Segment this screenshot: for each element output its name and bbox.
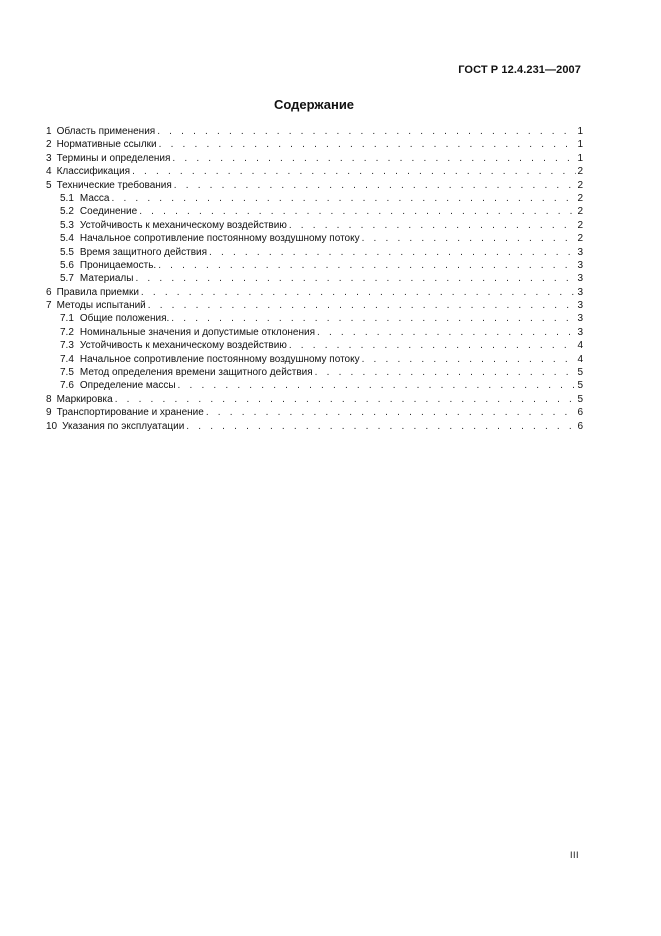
page-number: III [569, 850, 579, 860]
toc-entry[interactable] [46, 138, 583, 151]
toc-dot-leader [174, 179, 577, 192]
toc-entry[interactable] [46, 299, 583, 312]
toc-dot-leader [289, 339, 577, 352]
toc-entry-number: 9 [46, 407, 52, 419]
page-title: Содержание [273, 97, 355, 112]
toc-entry[interactable] [46, 353, 583, 366]
toc-entry-title: Общие положения. [79, 313, 170, 325]
toc-entry-page: 3 [577, 286, 583, 298]
toc-entry-number: 5.5 [60, 246, 74, 258]
toc-entry-page: 1 [577, 126, 583, 137]
toc-entry-page: 2 [577, 206, 583, 218]
toc-entry-number: 7.5 [60, 367, 74, 379]
toc-entry-page: 4 [577, 340, 583, 352]
toc-entry[interactable] [46, 125, 583, 138]
toc-entry-title: Транспортирование и хранение [56, 407, 204, 419]
toc-entry-number: 7.3 [60, 340, 74, 352]
toc-entry-page: 3 [577, 246, 583, 258]
toc-entry-title: Устойчивость к механическому воздействию [79, 340, 287, 352]
table-of-contents [46, 125, 583, 433]
toc-entry-title: Определение массы [79, 380, 176, 392]
toc-entry-number: 8 [46, 393, 52, 405]
toc-entry-title: Проницаемость. [79, 259, 157, 271]
toc-entry-page: 2 [577, 166, 583, 178]
toc-entry-number: 5.2 [60, 206, 74, 218]
document-code: ГОСТ Р 12.4.231—2007 [458, 64, 581, 76]
toc-entry-page: 5 [577, 393, 583, 405]
toc-entry-number: 5.1 [60, 192, 74, 204]
toc-entry-page: 5 [577, 367, 583, 379]
toc-entry-number: 2 [46, 139, 52, 151]
toc-entry-page: 2 [577, 233, 583, 245]
toc-entry-number: 7.6 [60, 380, 74, 392]
toc-dot-leader [158, 259, 576, 272]
toc-dot-leader [172, 152, 576, 165]
toc-entry-page: 3 [577, 273, 583, 285]
toc-entry[interactable] [46, 366, 583, 379]
toc-entry[interactable] [46, 420, 583, 433]
toc-entry[interactable] [46, 192, 583, 205]
toc-entry[interactable] [46, 205, 583, 218]
toc-entry-page: 3 [577, 259, 583, 271]
toc-entry[interactable] [46, 179, 583, 192]
toc-entry[interactable] [46, 165, 583, 178]
toc-entry-page: 4 [577, 353, 583, 365]
toc-entry-number: 7.4 [60, 353, 74, 365]
toc-entry[interactable] [46, 286, 583, 299]
toc-entry-title: Метод определения времени защитного действия [79, 367, 313, 379]
toc-dot-leader [157, 125, 576, 138]
toc-entry-number: 10 [46, 420, 58, 432]
toc-entry-title: Время защитного действия [79, 246, 208, 258]
toc-entry-page: 5 [577, 380, 583, 392]
toc-dot-leader [289, 219, 577, 232]
toc-entry-number: 5 [46, 179, 52, 191]
toc-entry-page: 1 [577, 152, 583, 164]
toc-dot-leader [206, 406, 577, 419]
toc-entry-title: Номинальные значения и допустимые отклонения [79, 326, 316, 338]
toc-dot-leader [178, 379, 577, 392]
toc-entry-title: Маркировка [56, 393, 113, 405]
toc-entry-title: Соединение [79, 206, 138, 218]
toc-entry-page: 6 [577, 420, 583, 432]
toc-entry[interactable] [46, 326, 583, 339]
toc-dot-leader [132, 165, 576, 178]
toc-entry[interactable] [46, 246, 583, 259]
toc-dot-leader [139, 205, 576, 218]
toc-entry[interactable] [46, 219, 583, 232]
toc-entry-number: 7 [46, 300, 52, 312]
toc-entry-page: 2 [577, 192, 583, 204]
toc-dot-leader [315, 366, 577, 379]
toc-dot-leader [148, 299, 577, 312]
toc-entry-number: 5.4 [60, 233, 74, 245]
toc-entry[interactable] [46, 379, 583, 392]
toc-dot-leader [209, 246, 576, 259]
toc-entry-page: 6 [577, 407, 583, 419]
toc-entry-page: 3 [577, 313, 583, 325]
toc-entry-number: 4 [46, 166, 52, 178]
toc-entry-title: Материалы [79, 273, 134, 285]
toc-entry-number: 7.2 [60, 326, 74, 338]
toc-entry[interactable] [46, 406, 583, 419]
toc-entry-title: Методы испытаний [56, 300, 146, 312]
toc-entry[interactable] [46, 393, 583, 406]
toc-entry-title: Область применения [56, 126, 156, 137]
toc-entry-number: 5.3 [60, 219, 74, 231]
toc-dot-leader [111, 192, 576, 205]
toc-entry-title: Правила приемки [56, 286, 139, 298]
toc-entry-title: Классификация [56, 166, 131, 178]
toc-entry-number: 7.1 [60, 313, 74, 325]
toc-dot-leader [135, 272, 576, 285]
toc-entry-page: 3 [577, 300, 583, 312]
toc-entry-page: 2 [577, 179, 583, 191]
toc-entry-title: Термины и определения [56, 152, 171, 164]
toc-entry[interactable] [46, 232, 583, 245]
toc-entry-title: Начальное сопротивление постоянному воздушному потоку [79, 353, 360, 365]
toc-entry-number: 5.6 [60, 259, 74, 271]
toc-entry-number: 5.7 [60, 273, 74, 285]
toc-dot-leader [362, 353, 577, 366]
toc-entry-title: Технические требования [56, 179, 172, 191]
toc-entry-title: Устойчивость к механическому воздействию [79, 219, 287, 231]
toc-entry-page: 2 [577, 219, 583, 231]
toc-entry-number: 3 [46, 152, 52, 164]
toc-entry[interactable] [46, 312, 583, 325]
toc-entry-title: Начальное сопротивление постоянному воздушному потоку [79, 233, 360, 245]
toc-entry[interactable] [46, 272, 583, 285]
toc-entry-number: 6 [46, 286, 52, 298]
toc-entry-title: Масса [79, 192, 110, 204]
toc-entry[interactable] [46, 339, 583, 352]
toc-entry-title: Указания по эксплуатации [62, 420, 185, 432]
toc-entry-number: 1 [46, 126, 52, 137]
toc-dot-leader [362, 232, 577, 245]
toc-entry[interactable] [46, 152, 583, 165]
toc-entry[interactable] [46, 259, 583, 272]
toc-entry-page: 3 [577, 326, 583, 338]
toc-dot-leader [186, 420, 576, 433]
toc-dot-leader [317, 326, 576, 339]
toc-entry-title: Нормативные ссылки [56, 139, 157, 151]
toc-dot-leader [141, 286, 577, 299]
toc-entry-page: 1 [577, 139, 583, 151]
toc-dot-leader [171, 312, 576, 325]
toc-dot-leader [115, 393, 577, 406]
toc-dot-leader [159, 138, 577, 151]
